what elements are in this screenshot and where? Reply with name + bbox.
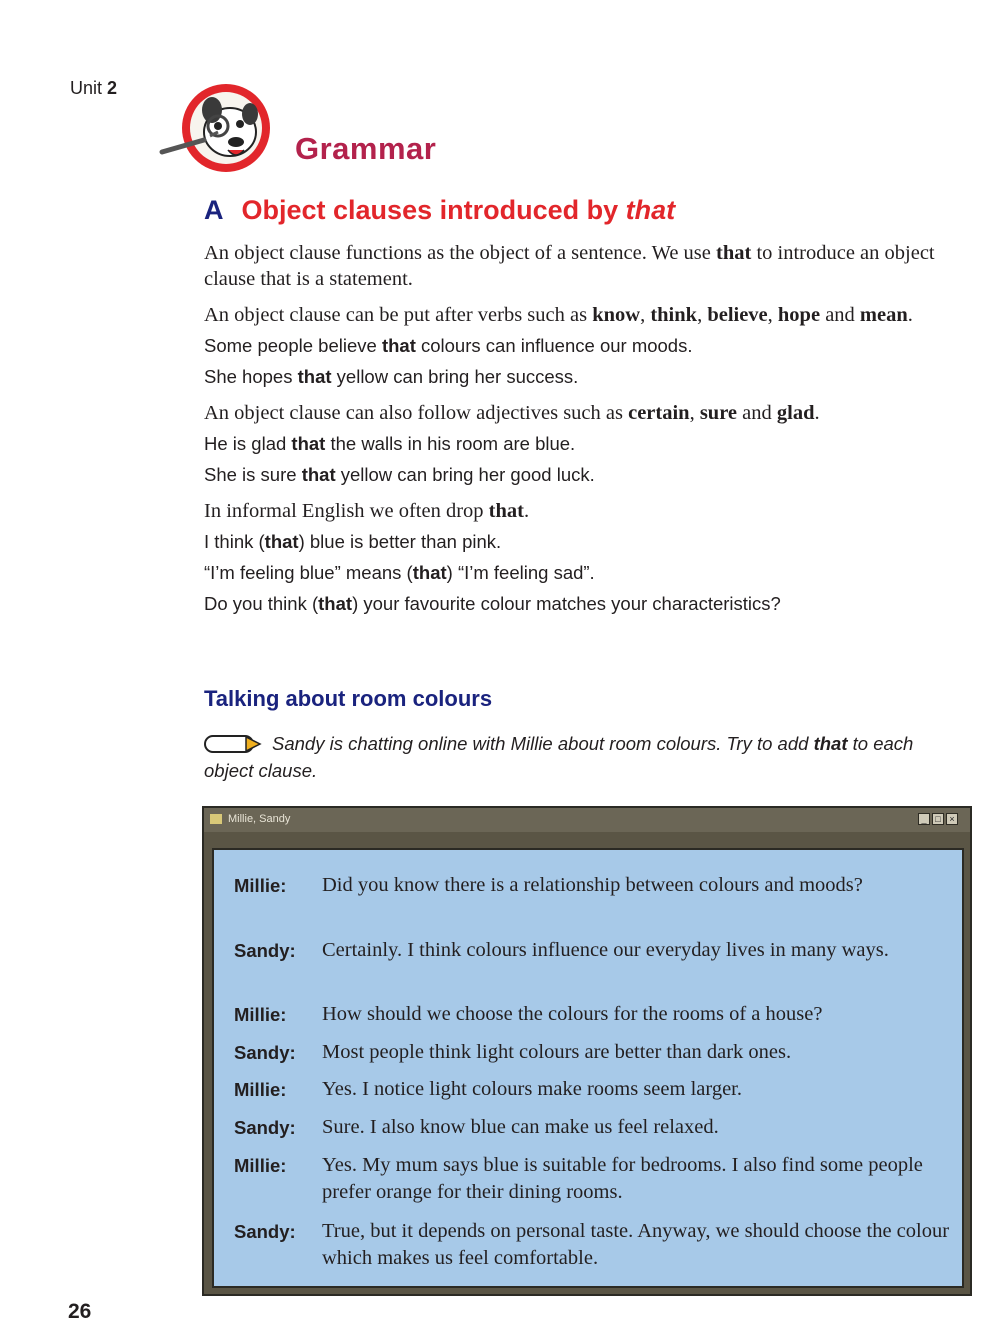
minimize-icon[interactable]: _ (918, 813, 930, 825)
maximize-icon[interactable]: □ (932, 813, 944, 825)
chat-text: True, but it depends on personal taste. Anyway, we should choose the colour which makes us feel comfortable. (322, 1220, 950, 1269)
subheading: Talking about room colours (204, 686, 493, 711)
chat-titlebar (204, 808, 970, 832)
example-sentence: She hopes that yellow can bring her success. (204, 366, 579, 387)
chat-speaker: Millie: (234, 1155, 287, 1176)
paragraph: An object clause can also follow adjectives such as certain, sure and glad. (204, 402, 820, 424)
chat-text: Yes. My mum says blue is suitable for bedrooms. I also find some people prefer orange for their dining rooms. (322, 1154, 923, 1203)
example-sentence: He is glad that the walls in his room are blue. (204, 433, 576, 454)
section-heading (204, 195, 675, 226)
chat-text: Sure. I also know blue can make us feel relaxed. (322, 1116, 719, 1138)
chat-text: Most people think light colours are better than dark ones. (322, 1041, 792, 1063)
audio-cd-icon (204, 734, 262, 754)
chat-window-title: Millie, Sandy (228, 813, 291, 825)
heading-keyword: that (625, 195, 676, 225)
chat-text: Yes. I notice light colours make rooms seem larger. (322, 1078, 742, 1100)
magnifier-dog-icon (158, 80, 278, 180)
example-sentence: Do you think (that) your favourite colour matches your characteristics? (204, 593, 781, 614)
instruction-text: Sandy is chatting online with Millie about room colours. Try to add that to each object clause. (204, 733, 914, 781)
section-letter: A (204, 195, 224, 225)
example-sentence: I think (that) blue is better than pink. (204, 531, 502, 552)
chat-speaker: Sandy: (234, 1221, 296, 1242)
chat-speaker: Sandy: (234, 940, 296, 961)
example-sentence: She is sure that yellow can bring her good luck. (204, 464, 595, 485)
chat-transcript (212, 848, 964, 1288)
paragraph: In informal English we often drop that. (204, 500, 530, 522)
chat-speaker: Millie: (234, 1079, 287, 1100)
chat-speaker: Millie: (234, 875, 287, 896)
chat-text: Certainly. I think colours influence our everyday lives in many ways. (322, 939, 889, 961)
chat-text: How should we choose the colours for the rooms of a house? (322, 1003, 823, 1025)
chat-speaker: Millie: (234, 1004, 287, 1025)
page-number: 26 (68, 1300, 92, 1323)
close-icon[interactable]: × (946, 813, 958, 825)
section-title: Grammar (295, 131, 437, 166)
grammar-explanation (204, 240, 964, 617)
chat-speaker: Sandy: (234, 1042, 296, 1063)
example-sentence: Some people believe that colours can influence our moods. (204, 335, 693, 356)
chat-speaker: Sandy: (234, 1117, 296, 1138)
chat-window (202, 806, 972, 1296)
heading-text: Object clauses introduced by (241, 195, 619, 225)
chat-text: Did you know there is a relationship between colours and moods? (322, 874, 863, 896)
example-sentence: “I’m feeling blue” means (that) “I’m feeling sad”. (204, 562, 595, 583)
chat-app-icon (210, 814, 222, 824)
paragraph: An object clause can be put after verbs such as know, think, believe, hope and mean. (204, 304, 913, 326)
unit-label: Unit 2 (70, 78, 118, 98)
instruction (204, 730, 964, 784)
paragraph: An object clause functions as the object of a sentence. We use that to introduce an object clause that is a statement. (204, 242, 935, 290)
